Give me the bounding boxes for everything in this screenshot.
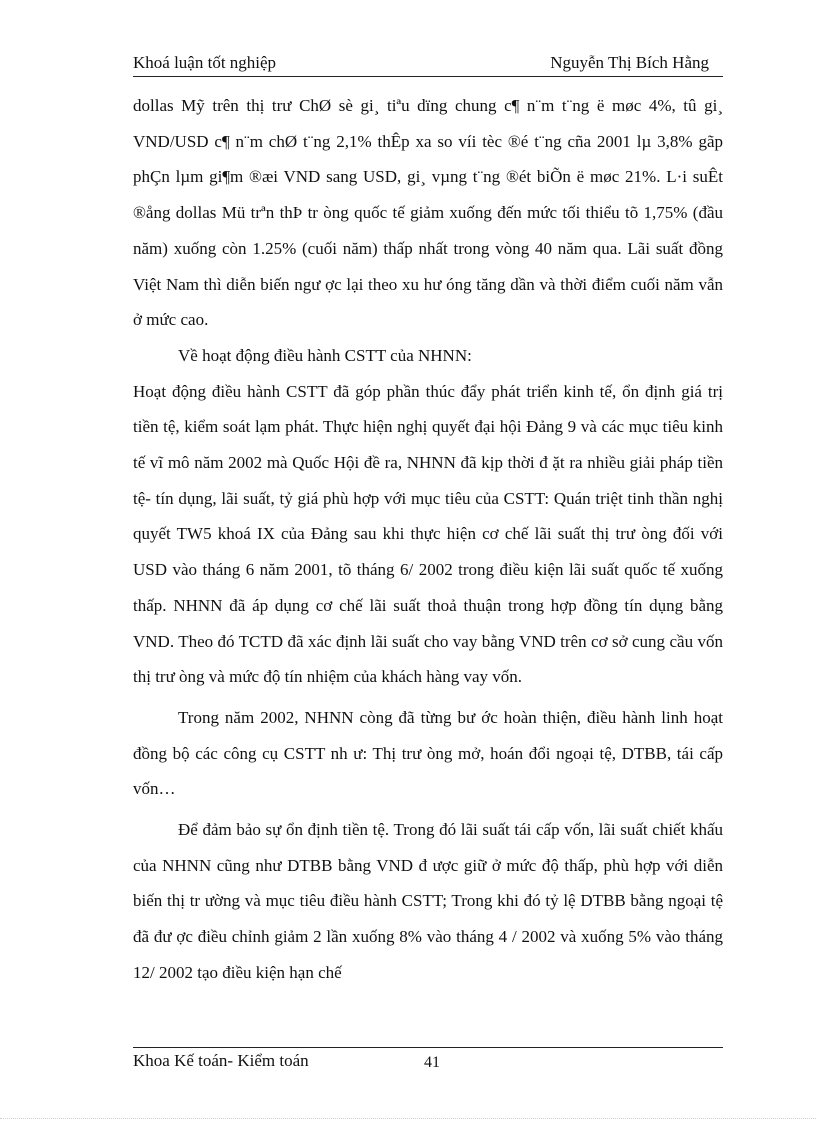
document-body [133, 88, 723, 991]
page-number: 41 [424, 1054, 440, 1071]
page-footer [133, 1047, 723, 1076]
header-thesis-title: Khoá luận tốt nghiệp [133, 53, 277, 72]
header-author-name: Nguyễn Thị Bích Hằng [550, 53, 709, 72]
paragraph-cstt-operations: Hoạt động điều hành CSTT đã góp phần thúc đẩy phát triển kinh tế, ổn định giá trị tiền tệ, kiểm soát lạm phát. Thực hiện nghị quyết đại hội Đảng 9 và các mục tiêu kinh tế vĩ mô năm 2002 mà Quốc Hội đề ra, NHNN đã kịp thời đ ặt ra nhiều giải pháp tiền tệ- tín dụng, lãi suất, tỷ giá phù hợp với mục tiêu của CSTT: Quán triệt tinh thần nghị quyết TW5 khoá IX của Đảng sau khi thực hiện cơ chế lãi suất thị trư òng đối với USD vào tháng 6 năm 2001, tõ tháng 6/ 2002 trong điều kiện lãi suất quốc tế xuống thấp. NHNN đã áp dụng cơ chế lãi suất thoả thuận trong hợp đồng tín dụng bằng VND. Theo đó TCTD đã xác định lãi suất cho vay bằng VND trên cơ sở cung cầu vốn thị trư òng và mức độ tín nhiệm của khách hàng vay vốn. [133, 381, 723, 687]
page-edge-divider [0, 1118, 816, 1119]
paragraph-economic-indicators: dollas Mỹ trên thị trư ChØ sè gi¸ tiªu dïng chung c¶ n¨m t¨ng ë møc 4%, tû gi¸ VND/USD c¶ n¨m chØ t¨ng 2,1% thÊp xa so víi tèc ®é t¨ng cña 2001 lµ 3,8% gãp phÇn lµm gi¶m ®æi VND sang USD, gi¸ vµng t¨ng ®ét biÕn ë møc 21%. L·i suÊt ®ång dollas Mü trªn thÞ tr òng quốc tế giảm xuống đến mức tối thiểu tõ 1,75% (đầu năm) xuống còn 1.25% (cuối năm) thấp nhất trong vòng 40 năm qua. Lãi suất đồng Việt Nam thì diễn biến ngư ợc lại theo xu hư óng tăng dần và thời điểm cuối năm vẫn ở mức cao. [133, 96, 723, 330]
section-heading-cstt: Về hoạt động điều hành CSTT của NHNN: [178, 345, 472, 365]
page-header [133, 52, 723, 77]
footer-faculty: Khoa Kế toán- Kiểm toán [133, 1051, 309, 1070]
paragraph-policy-tools: Trong năm 2002, NHNN còng đã từng bư ớc hoàn thiện, điều hành linh hoạt đồng bộ các công cụ CSTT nh ư: Thị trư òng mở, hoán đổi ngoại tệ, DTBB, tái cấp vốn… [133, 707, 723, 799]
paragraph-monetary-stability: Để đảm bảo sự ổn định tiền tệ. Trong đó lãi suất tái cấp vốn, lãi suất chiết khấu của NHNN cũng như DTBB bằng VND đ ược giữ ở mức độ thấp, phù hợp với diễn biến thị tr ường và mục tiêu điều hành CSTT; Trong khi đó tỷ lệ DTBB bằng ngoại tệ đã đư ợc điều chỉnh giảm 2 lần xuống 8% vào tháng 4 / 2002 và xuống 5% vào tháng 12/ 2002 tạo điều kiện hạn chế [133, 820, 723, 982]
